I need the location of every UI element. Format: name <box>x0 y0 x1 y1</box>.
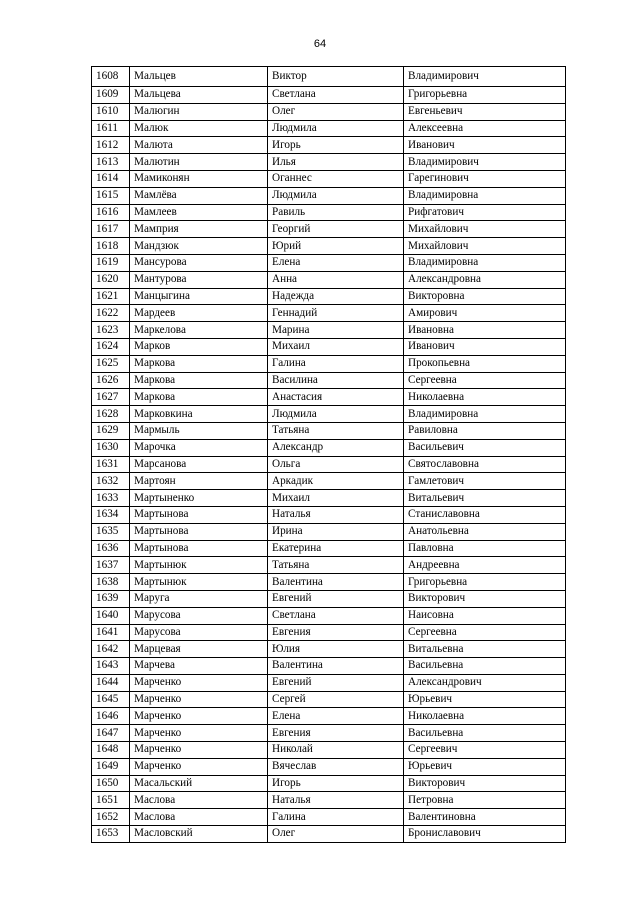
row-number-cell: 1612 <box>92 137 130 154</box>
table-row <box>92 67 566 87</box>
last-name-cell: Марковкина <box>130 406 268 423</box>
table-row <box>92 742 566 759</box>
first-name-cell: Евгения <box>268 624 404 641</box>
table-row <box>92 288 566 305</box>
patronymic-cell: Рифгатович <box>404 204 566 221</box>
row-number-cell: 1641 <box>92 624 130 641</box>
last-name-cell: Мартынова <box>130 523 268 540</box>
row-number-cell: 1651 <box>92 792 130 809</box>
last-name-cell: Мартыненко <box>130 490 268 507</box>
patronymic-cell: Викторович <box>404 775 566 792</box>
first-name-cell: Наталья <box>268 792 404 809</box>
row-number-cell: 1629 <box>92 422 130 439</box>
row-number-cell: 1633 <box>92 490 130 507</box>
table-row <box>92 758 566 775</box>
patronymic-cell: Андреевна <box>404 557 566 574</box>
patronymic-cell: Григорьевна <box>404 574 566 591</box>
table-row <box>92 624 566 641</box>
row-number-cell: 1627 <box>92 389 130 406</box>
last-name-cell: Марусова <box>130 607 268 624</box>
row-number-cell: 1634 <box>92 506 130 523</box>
first-name-cell: Людмила <box>268 406 404 423</box>
row-number-cell: 1619 <box>92 254 130 271</box>
row-number-cell: 1652 <box>92 809 130 826</box>
row-number-cell: 1640 <box>92 607 130 624</box>
patronymic-cell: Гарегинович <box>404 170 566 187</box>
table-row <box>92 204 566 221</box>
first-name-cell: Михаил <box>268 338 404 355</box>
last-name-cell: Мартоян <box>130 473 268 490</box>
first-name-cell: Татьяна <box>268 422 404 439</box>
row-number-cell: 1632 <box>92 473 130 490</box>
row-number-cell: 1608 <box>92 67 130 87</box>
table-row <box>92 674 566 691</box>
last-name-cell: Масловский <box>130 826 268 843</box>
table-row <box>92 238 566 255</box>
table-row <box>92 221 566 238</box>
patronymic-cell: Васильевич <box>404 439 566 456</box>
row-number-cell: 1609 <box>92 87 130 104</box>
row-number-cell: 1626 <box>92 372 130 389</box>
first-name-cell: Евгений <box>268 674 404 691</box>
row-number-cell: 1621 <box>92 288 130 305</box>
first-name-cell: Николай <box>268 742 404 759</box>
first-name-cell: Геннадий <box>268 305 404 322</box>
table-row <box>92 456 566 473</box>
last-name-cell: Маркова <box>130 355 268 372</box>
patronymic-cell: Юрьевич <box>404 758 566 775</box>
last-name-cell: Марченко <box>130 674 268 691</box>
patronymic-cell: Михайлович <box>404 238 566 255</box>
table-row <box>92 826 566 843</box>
patronymic-cell: Анатольевна <box>404 523 566 540</box>
last-name-cell: Маслова <box>130 809 268 826</box>
table-row <box>92 305 566 322</box>
patronymic-cell: Гамлетович <box>404 473 566 490</box>
first-name-cell: Олег <box>268 103 404 120</box>
row-number-cell: 1631 <box>92 456 130 473</box>
last-name-cell: Мартынова <box>130 540 268 557</box>
table-row <box>92 473 566 490</box>
first-name-cell: Олег <box>268 826 404 843</box>
row-number-cell: 1622 <box>92 305 130 322</box>
first-name-cell: Екатерина <box>268 540 404 557</box>
row-number-cell: 1645 <box>92 691 130 708</box>
last-name-cell: Мандзюк <box>130 238 268 255</box>
row-number-cell: 1653 <box>92 826 130 843</box>
last-name-cell: Мармыль <box>130 422 268 439</box>
first-name-cell: Михаил <box>268 490 404 507</box>
last-name-cell: Марченко <box>130 691 268 708</box>
first-name-cell: Юрий <box>268 238 404 255</box>
first-name-cell: Игорь <box>268 137 404 154</box>
table-row <box>92 254 566 271</box>
patronymic-cell: Наисовна <box>404 607 566 624</box>
last-name-cell: Мальцева <box>130 87 268 104</box>
first-name-cell: Юлия <box>268 641 404 658</box>
row-number-cell: 1643 <box>92 658 130 675</box>
last-name-cell: Мансурова <box>130 254 268 271</box>
row-number-cell: 1614 <box>92 170 130 187</box>
roster-table <box>91 66 566 843</box>
last-name-cell: Мардеев <box>130 305 268 322</box>
patronymic-cell: Сергеевич <box>404 742 566 759</box>
first-name-cell: Наталья <box>268 506 404 523</box>
last-name-cell: Марусова <box>130 624 268 641</box>
first-name-cell: Елена <box>268 254 404 271</box>
table-row <box>92 154 566 171</box>
patronymic-cell: Валентиновна <box>404 809 566 826</box>
patronymic-cell: Евгеньевич <box>404 103 566 120</box>
table-row <box>92 422 566 439</box>
last-name-cell: Малюта <box>130 137 268 154</box>
first-name-cell: Игорь <box>268 775 404 792</box>
table-row <box>92 540 566 557</box>
patronymic-cell: Владимировна <box>404 406 566 423</box>
first-name-cell: Людмила <box>268 120 404 137</box>
table-row <box>92 406 566 423</box>
last-name-cell: Мальцев <box>130 67 268 87</box>
table-row <box>92 775 566 792</box>
row-number-cell: 1617 <box>92 221 130 238</box>
last-name-cell: Марцевая <box>130 641 268 658</box>
table-row <box>92 439 566 456</box>
first-name-cell: Аркадик <box>268 473 404 490</box>
first-name-cell: Сергей <box>268 691 404 708</box>
table-row <box>92 372 566 389</box>
last-name-cell: Маркова <box>130 389 268 406</box>
row-number-cell: 1647 <box>92 725 130 742</box>
table-row <box>92 120 566 137</box>
first-name-cell: Марина <box>268 322 404 339</box>
table-row <box>92 87 566 104</box>
row-number-cell: 1624 <box>92 338 130 355</box>
first-name-cell: Галина <box>268 809 404 826</box>
table-row <box>92 809 566 826</box>
patronymic-cell: Амирович <box>404 305 566 322</box>
table-row <box>92 338 566 355</box>
table-row <box>92 355 566 372</box>
row-number-cell: 1613 <box>92 154 130 171</box>
row-number-cell: 1618 <box>92 238 130 255</box>
first-name-cell: Татьяна <box>268 557 404 574</box>
patronymic-cell: Михайлович <box>404 221 566 238</box>
patronymic-cell: Павловна <box>404 540 566 557</box>
patronymic-cell: Прокопьевна <box>404 355 566 372</box>
last-name-cell: Мамлёва <box>130 187 268 204</box>
patronymic-cell: Иванович <box>404 338 566 355</box>
patronymic-cell: Васильевна <box>404 725 566 742</box>
last-name-cell: Мамиконян <box>130 170 268 187</box>
row-number-cell: 1644 <box>92 674 130 691</box>
last-name-cell: Мантурова <box>130 271 268 288</box>
row-number-cell: 1650 <box>92 775 130 792</box>
row-number-cell: 1615 <box>92 187 130 204</box>
table-row <box>92 137 566 154</box>
row-number-cell: 1625 <box>92 355 130 372</box>
last-name-cell: Маруга <box>130 590 268 607</box>
last-name-cell: Марченко <box>130 725 268 742</box>
first-name-cell: Вячеслав <box>268 758 404 775</box>
last-name-cell: Малюгин <box>130 103 268 120</box>
patronymic-cell: Брониславович <box>404 826 566 843</box>
last-name-cell: Манцыгина <box>130 288 268 305</box>
patronymic-cell: Александровна <box>404 271 566 288</box>
last-name-cell: Марочка <box>130 439 268 456</box>
row-number-cell: 1638 <box>92 574 130 591</box>
patronymic-cell: Петровна <box>404 792 566 809</box>
table-row <box>92 103 566 120</box>
row-number-cell: 1616 <box>92 204 130 221</box>
first-name-cell: Виктор <box>268 67 404 87</box>
table-row <box>92 574 566 591</box>
table-row <box>92 607 566 624</box>
first-name-cell: Евгений <box>268 590 404 607</box>
row-number-cell: 1646 <box>92 708 130 725</box>
patronymic-cell: Равиловна <box>404 422 566 439</box>
row-number-cell: 1637 <box>92 557 130 574</box>
page-number: 64 <box>313 38 327 50</box>
last-name-cell: Мартынюк <box>130 574 268 591</box>
row-number-cell: 1648 <box>92 742 130 759</box>
last-name-cell: Марков <box>130 338 268 355</box>
patronymic-cell: Сергеевна <box>404 372 566 389</box>
patronymic-cell: Станиславовна <box>404 506 566 523</box>
first-name-cell: Елена <box>268 708 404 725</box>
table-row <box>92 557 566 574</box>
first-name-cell: Надежда <box>268 288 404 305</box>
first-name-cell: Илья <box>268 154 404 171</box>
roster-table-body <box>92 67 566 843</box>
patronymic-cell: Владимировна <box>404 254 566 271</box>
table-row <box>92 490 566 507</box>
row-number-cell: 1623 <box>92 322 130 339</box>
table-row <box>92 590 566 607</box>
table-row <box>92 708 566 725</box>
patronymic-cell: Владимирович <box>404 67 566 87</box>
first-name-cell: Оганнес <box>268 170 404 187</box>
last-name-cell: Мамприя <box>130 221 268 238</box>
last-name-cell: Марчева <box>130 658 268 675</box>
first-name-cell: Людмила <box>268 187 404 204</box>
last-name-cell: Марченко <box>130 708 268 725</box>
row-number-cell: 1649 <box>92 758 130 775</box>
first-name-cell: Галина <box>268 355 404 372</box>
last-name-cell: Мамлеев <box>130 204 268 221</box>
first-name-cell: Анастасия <box>268 389 404 406</box>
patronymic-cell: Витальевна <box>404 641 566 658</box>
first-name-cell: Валентина <box>268 658 404 675</box>
last-name-cell: Маркелова <box>130 322 268 339</box>
row-number-cell: 1642 <box>92 641 130 658</box>
table-row <box>92 187 566 204</box>
first-name-cell: Валентина <box>268 574 404 591</box>
last-name-cell: Марченко <box>130 758 268 775</box>
row-number-cell: 1635 <box>92 523 130 540</box>
first-name-cell: Светлана <box>268 607 404 624</box>
table-row <box>92 506 566 523</box>
patronymic-cell: Ивановна <box>404 322 566 339</box>
first-name-cell: Василина <box>268 372 404 389</box>
patronymic-cell: Витальевич <box>404 490 566 507</box>
last-name-cell: Маркова <box>130 372 268 389</box>
row-number-cell: 1639 <box>92 590 130 607</box>
row-number-cell: 1628 <box>92 406 130 423</box>
patronymic-cell: Викторович <box>404 590 566 607</box>
patronymic-cell: Алексеевна <box>404 120 566 137</box>
first-name-cell: Ирина <box>268 523 404 540</box>
first-name-cell: Ольга <box>268 456 404 473</box>
patronymic-cell: Николаевна <box>404 708 566 725</box>
patronymic-cell: Юрьевич <box>404 691 566 708</box>
last-name-cell: Маслова <box>130 792 268 809</box>
patronymic-cell: Викторовна <box>404 288 566 305</box>
patronymic-cell: Владимирович <box>404 154 566 171</box>
patronymic-cell: Александрович <box>404 674 566 691</box>
table-row <box>92 322 566 339</box>
patronymic-cell: Иванович <box>404 137 566 154</box>
first-name-cell: Равиль <box>268 204 404 221</box>
patronymic-cell: Васильевна <box>404 658 566 675</box>
last-name-cell: Мартынюк <box>130 557 268 574</box>
row-number-cell: 1610 <box>92 103 130 120</box>
last-name-cell: Малютин <box>130 154 268 171</box>
first-name-cell: Георгий <box>268 221 404 238</box>
table-row <box>92 725 566 742</box>
patronymic-cell: Сергеевна <box>404 624 566 641</box>
last-name-cell: Мартынова <box>130 506 268 523</box>
first-name-cell: Светлана <box>268 87 404 104</box>
patronymic-cell: Владимировна <box>404 187 566 204</box>
table-row <box>92 691 566 708</box>
last-name-cell: Малюк <box>130 120 268 137</box>
table-row <box>92 641 566 658</box>
first-name-cell: Анна <box>268 271 404 288</box>
table-row <box>92 170 566 187</box>
patronymic-cell: Святославовна <box>404 456 566 473</box>
patronymic-cell: Николаевна <box>404 389 566 406</box>
table-row <box>92 658 566 675</box>
table-row <box>92 792 566 809</box>
row-number-cell: 1620 <box>92 271 130 288</box>
row-number-cell: 1636 <box>92 540 130 557</box>
row-number-cell: 1611 <box>92 120 130 137</box>
last-name-cell: Масальский <box>130 775 268 792</box>
first-name-cell: Александр <box>268 439 404 456</box>
last-name-cell: Марсанова <box>130 456 268 473</box>
table-row <box>92 389 566 406</box>
first-name-cell: Евгения <box>268 725 404 742</box>
table-row <box>92 271 566 288</box>
table-row <box>92 523 566 540</box>
row-number-cell: 1630 <box>92 439 130 456</box>
patronymic-cell: Григорьевна <box>404 87 566 104</box>
last-name-cell: Марченко <box>130 742 268 759</box>
